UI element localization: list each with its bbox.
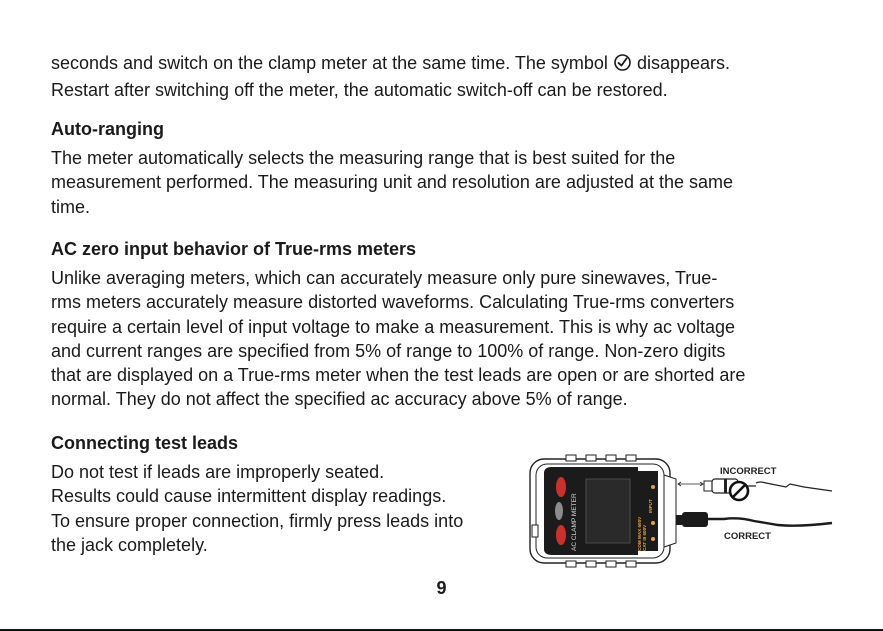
auto-power-off-icon [613,53,632,78]
clamp-meter-body [530,455,676,567]
heading-auto-ranging: Auto-ranging [51,119,164,139]
auto-ranging-paragraph: The meter automatically selects the measuring range that is best suited for the measurement performed. The measuring unit and resolution are adjusted at the same time. [51,148,734,217]
intro-line-1: seconds and switch on the clamp meter at the same time. The symbol disappears. [51,51,730,78]
ac-zero-input-paragraph: Unlike averaging meters, which can accurately measure only pure sinewaves, True- rms meters accurately measure distorted waveforms. Calculating True-rms converters require a certain level of input voltage to make a measurement. This is why ac voltage and current ranges are specified from 5% of range to 100% of range. Non-zero digits that are displayed on a True-rms meter when the test leads are open or are shorted are normal. They do not affect the specified ac accuracy above 5% of range. [51,268,746,410]
correct-test-lead [676,512,832,527]
jack-input-label: INPUT [648,499,653,513]
meter-model-label: AC CLAMP METER [571,493,578,551]
jack-rating-label-1: COM MAX 600V [637,516,642,551]
heading-connecting-test-leads: Connecting test leads [51,433,239,453]
intro-paragraph [51,51,730,103]
jack-rating-label-2: CAT III 600V [642,524,647,551]
test-lead-connection-illustration [528,453,846,569]
connecting-test-leads-paragraph: Do not test if leads are improperly seated. Results could cause intermittent display readings. To ensure proper connection, firmly press leads into the jack completely. [51,462,464,555]
heading-ac-zero-input: AC zero input behavior of True-rms meters [51,239,417,259]
incorrect-label: INCORRECT [720,466,777,477]
gap-indicator-arrow [678,482,703,486]
page-number: 9 [436,578,447,598]
incorrect-test-lead [704,479,832,500]
correct-label: CORRECT [724,531,771,542]
intro-line-2: Restart after switching off the meter, the automatic switch-off can be restored. [51,80,668,101]
